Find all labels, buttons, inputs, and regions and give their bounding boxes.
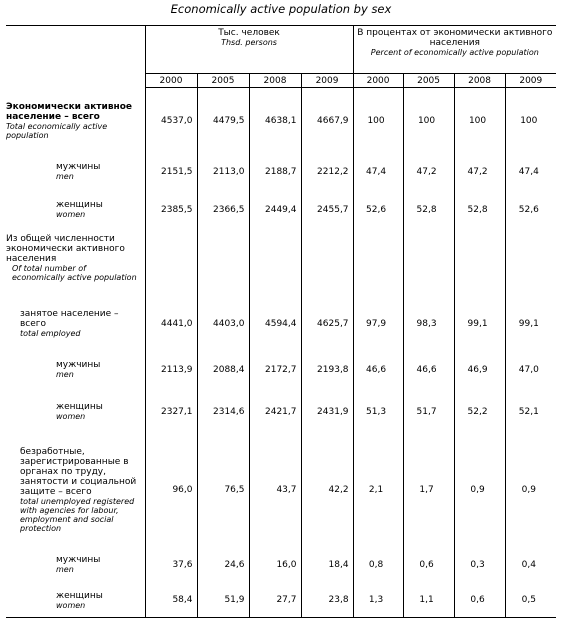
row-label-ru: мужчины: [56, 360, 101, 370]
row-label-en: women: [56, 210, 86, 219]
value-cell: 2193,8: [301, 350, 353, 390]
row-label: [6, 190, 145, 230]
value-cell: 2314,6: [197, 390, 249, 434]
value-cell: 24,6: [197, 546, 249, 584]
row-label-en: women: [56, 600, 86, 610]
percent-cell: 47,2: [454, 154, 505, 190]
value-cell: 4441,0: [145, 298, 197, 350]
percent-cell: 100: [403, 88, 454, 154]
value-cell: 76,5: [197, 434, 249, 546]
percent-cell: 100: [505, 88, 556, 154]
row-label: [6, 88, 145, 154]
row-label-en: men: [56, 172, 74, 181]
value-cell: 4638,1: [249, 88, 301, 154]
table-row: [6, 546, 556, 584]
value-cell: 16,0: [249, 546, 301, 584]
value-cell: 43,7: [249, 434, 301, 546]
percent-cell: 52,8: [403, 190, 454, 230]
row-label: [6, 390, 145, 434]
value-cell: 2455,7: [301, 190, 353, 230]
percent-cell: [353, 230, 403, 298]
row-label-ru: занятое население – всего: [20, 309, 119, 329]
table-title: Economically active population by sex: [170, 2, 392, 16]
percent-cell: 51,7: [403, 390, 454, 434]
year-header: 2008: [454, 74, 505, 88]
table-row: [6, 230, 556, 298]
table-row: [6, 390, 556, 434]
year-header: 2008: [249, 74, 301, 88]
row-label: [6, 230, 145, 298]
value-cell: 2113,0: [197, 154, 249, 190]
row-label-ru: женщины: [56, 200, 103, 210]
value-cell: 2449,4: [249, 190, 301, 230]
value-cell: 42,2: [301, 434, 353, 546]
percent-cell: 52,2: [454, 390, 505, 434]
group-header-absolute-ru: Тыс. человек: [218, 28, 280, 38]
row-label-en: total employed: [20, 329, 81, 338]
data-table: [6, 25, 556, 618]
group-header-absolute: [145, 26, 353, 74]
year-header: 2000: [145, 74, 197, 88]
percent-cell: 97,9: [353, 298, 403, 350]
percent-cell: 52,8: [454, 190, 505, 230]
row-label-ru: мужчины: [56, 162, 101, 172]
percent-cell: 0,5: [505, 584, 556, 618]
value-cell: 2366,5: [197, 190, 249, 230]
table-row: [6, 154, 556, 190]
value-cell: [197, 230, 249, 298]
percent-cell: 47,4: [505, 154, 556, 190]
row-label: [6, 350, 145, 390]
value-cell: 23,8: [301, 584, 353, 618]
row-label-ru: Экономически активное население – всего: [6, 101, 133, 122]
percent-cell: 52,1: [505, 390, 556, 434]
year-header: 2005: [403, 74, 454, 88]
percent-cell: 0,6: [454, 584, 505, 618]
row-label: [6, 434, 145, 546]
percent-cell: 46,6: [353, 350, 403, 390]
percent-cell: 0,9: [505, 434, 556, 546]
percent-cell: 99,1: [505, 298, 556, 350]
percent-cell: 0,3: [454, 546, 505, 584]
percent-cell: 98,3: [403, 298, 454, 350]
value-cell: 4625,7: [301, 298, 353, 350]
percent-cell: 100: [353, 88, 403, 154]
table-row: [6, 584, 556, 618]
percent-cell: 47,0: [505, 350, 556, 390]
value-cell: 58,4: [145, 584, 197, 618]
table-row: [6, 434, 556, 546]
percent-cell: 0,4: [505, 546, 556, 584]
percent-cell: 47,2: [403, 154, 454, 190]
value-cell: 2188,7: [249, 154, 301, 190]
percent-cell: 1,7: [403, 434, 454, 546]
percent-cell: 52,6: [505, 190, 556, 230]
row-label-en: men: [56, 370, 74, 379]
percent-cell: 0,8: [353, 546, 403, 584]
row-label-en: Of total number of economically active population: [12, 263, 137, 282]
row-label-ru: безработные, зарегистрированные в органах по труду, занятости и социальной защите – всего: [20, 446, 137, 497]
year-header: 2009: [301, 74, 353, 88]
row-label-ru: женщины: [56, 590, 103, 601]
percent-cell: 99,1: [454, 298, 505, 350]
group-header-percent: [353, 26, 556, 74]
row-label: [6, 298, 145, 350]
row-label-en: women: [56, 412, 86, 421]
percent-cell: 51,3: [353, 390, 403, 434]
value-cell: 51,9: [197, 584, 249, 618]
value-cell: 2113,9: [145, 350, 197, 390]
value-cell: 2421,7: [249, 390, 301, 434]
table-row: [6, 88, 556, 154]
value-cell: 4403,0: [197, 298, 249, 350]
year-header: 2000: [353, 74, 403, 88]
percent-cell: [505, 230, 556, 298]
percent-cell: 46,6: [403, 350, 454, 390]
value-cell: 96,0: [145, 434, 197, 546]
value-cell: 2431,9: [301, 390, 353, 434]
percent-cell: 100: [454, 88, 505, 154]
value-cell: [145, 230, 197, 298]
percent-cell: 46,9: [454, 350, 505, 390]
row-label-ru: Из общей численности экономически активного населения: [6, 233, 125, 264]
value-cell: 2327,1: [145, 390, 197, 434]
percent-cell: 0,6: [403, 546, 454, 584]
percent-cell: [403, 230, 454, 298]
row-label-ru: женщины: [56, 402, 103, 412]
row-label: [6, 154, 145, 190]
group-header-percent-ru: В процентах от экономически активного населения: [357, 28, 553, 48]
stub-header-years: [6, 74, 145, 88]
table-row: [6, 298, 556, 350]
year-header: 2009: [505, 74, 556, 88]
row-label-en: Total economically active population: [6, 121, 108, 140]
row-label-ru: мужчины: [56, 555, 101, 565]
value-cell: 2151,5: [145, 154, 197, 190]
table-row: [6, 350, 556, 390]
value-cell: 2088,4: [197, 350, 249, 390]
value-cell: 4667,9: [301, 88, 353, 154]
percent-cell: [454, 230, 505, 298]
value-cell: 2172,7: [249, 350, 301, 390]
percent-cell: 0,9: [454, 434, 505, 546]
value-cell: 4594,4: [249, 298, 301, 350]
value-cell: 2385,5: [145, 190, 197, 230]
table-row: [6, 190, 556, 230]
group-header-absolute-en: Thsd. persons: [221, 38, 277, 47]
value-cell: 37,6: [145, 546, 197, 584]
value-cell: 4537,0: [145, 88, 197, 154]
percent-cell: 2,1: [353, 434, 403, 546]
percent-cell: 1,1: [403, 584, 454, 618]
value-cell: [249, 230, 301, 298]
group-header-percent-en: Percent of economically active population: [370, 48, 539, 57]
percent-cell: 1,3: [353, 584, 403, 618]
value-cell: 27,7: [249, 584, 301, 618]
stub-header: [6, 26, 145, 74]
row-label: [6, 546, 145, 584]
row-label-en: total unemployed registered with agencies for labour, employment and social protection: [20, 496, 135, 533]
percent-cell: 47,4: [353, 154, 403, 190]
percent-cell: 52,6: [353, 190, 403, 230]
value-cell: 2212,2: [301, 154, 353, 190]
value-cell: 18,4: [301, 546, 353, 584]
row-label: [6, 584, 145, 618]
row-label-en: men: [56, 565, 74, 574]
year-header: 2005: [197, 74, 249, 88]
value-cell: [301, 230, 353, 298]
value-cell: 4479,5: [197, 88, 249, 154]
